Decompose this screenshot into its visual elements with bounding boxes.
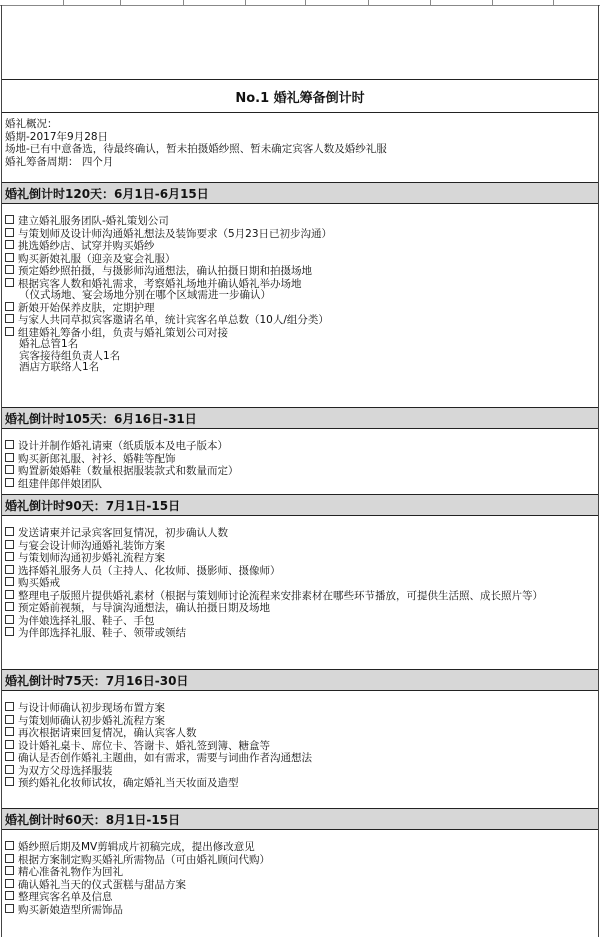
checkbox-icon[interactable]	[5, 253, 14, 262]
checklist-item[interactable]: 购买新娘礼服（迎亲及宴会礼服）	[5, 253, 595, 266]
page-title: No.1 婚礼筹备倒计时	[2, 79, 598, 113]
checklist-item[interactable]: 预定婚纱照拍摄，与摄影师沟通想法，确认拍摄日期和拍摄场地	[5, 265, 595, 278]
checklist-item[interactable]: 新娘开始保养皮肤，定期护理	[5, 302, 595, 315]
checkbox-icon[interactable]	[5, 278, 14, 287]
team-member: 酒店方联络人1名	[19, 361, 100, 373]
checklist-item[interactable]: 为伴郎选择礼服、鞋子、领带或领结	[5, 627, 595, 640]
checklist-item[interactable]: 为双方父母选择服装	[5, 765, 595, 778]
checklist-item[interactable]: 与策划师及设计师沟通婚礼想法及装饰要求（5月23日已初步沟通）	[5, 228, 595, 241]
item-note: （仪式场地、宴会场地分别在哪个区域需进一步确认）	[19, 289, 271, 301]
checkbox-icon[interactable]	[5, 565, 14, 574]
checklist-item[interactable]: 组建伴郎伴娘团队	[5, 478, 595, 491]
overview-date: 婚期-2017年9月28日	[5, 130, 109, 143]
checklist-item[interactable]: 购买婚戒	[5, 577, 595, 590]
section-header: 婚礼倒计时75天：7月16日-30日	[2, 669, 598, 691]
section-body	[2, 830, 598, 916]
checkbox-icon[interactable]	[5, 765, 14, 774]
checkbox-icon[interactable]	[5, 314, 14, 323]
checklist-item[interactable]: 根据方案制定购买婚礼所需物品（可由婚礼顾问代购）	[5, 854, 595, 867]
checklist-item[interactable]: 购置新娘婚鞋（数量根据服装款式和数量而定）	[5, 465, 595, 478]
checkbox-icon[interactable]	[5, 740, 14, 749]
section-body	[2, 204, 598, 374]
checkbox-icon[interactable]	[5, 552, 14, 561]
checklist-item[interactable]: 发送请柬并记录宾客回复情况，初步确认人数	[5, 527, 595, 540]
checkbox-icon[interactable]	[5, 215, 14, 224]
checklist-item[interactable]: 与宴会设计师沟通婚礼装饰方案	[5, 540, 595, 553]
checklist-item[interactable]: 建立婚礼服务团队-婚礼策划公司	[5, 215, 595, 228]
checklist-item[interactable]: 与策划师沟通初步婚礼流程方案	[5, 552, 595, 565]
checklist-item[interactable]: 确认婚礼当天的仪式蛋糕与甜品方案	[5, 879, 595, 892]
section-90-days	[2, 494, 598, 640]
wedding-overview	[2, 112, 598, 182]
checkbox-icon[interactable]	[5, 302, 14, 311]
checklist-item[interactable]: 与设计师确认初步现场布置方案	[5, 702, 595, 715]
checklist-item[interactable]: 确认是否创作婚礼主题曲，如有需求，需要与词曲作者沟通想法	[5, 752, 595, 765]
blank-header-area	[2, 5, 598, 79]
checklist-item[interactable]: 设计婚礼桌卡、席位卡、答谢卡、婚礼签到簿、糖盒等	[5, 740, 595, 753]
checklist-item[interactable]: 选择婚礼服务人员（主持人、化妆师、摄影师、摄像师）	[5, 565, 595, 578]
section-body	[2, 429, 598, 490]
checklist-item[interactable]: 挑选婚纱店、试穿并购买婚纱	[5, 240, 595, 253]
checkbox-icon[interactable]	[5, 440, 14, 449]
checkbox-icon[interactable]	[5, 752, 14, 761]
checklist-item[interactable]: 整理宾客名单及信息	[5, 891, 595, 904]
section-header: 婚礼倒计时90天：7月1日-15日	[2, 494, 598, 516]
checkbox-icon[interactable]	[5, 465, 14, 474]
team-member: 婚礼总管1名	[19, 338, 79, 350]
team-member: 宾客接待组负责人1名	[19, 349, 121, 362]
overview-venue: 场地-已有中意备选，待最终确认，暂未拍摄婚纱照、暂未确定宾客人数及婚纱礼服	[5, 143, 387, 155]
checklist-item[interactable]: 预约婚礼化妆师试妆，确定婚礼当天妆面及造型	[5, 777, 595, 790]
section-body	[2, 691, 598, 790]
checkbox-icon[interactable]	[5, 866, 14, 875]
checkbox-icon[interactable]	[5, 590, 14, 599]
overview-period: 婚礼筹备周期： 四个月	[5, 155, 114, 168]
checklist-item[interactable]: 设计并制作婚礼请柬（纸质版本及电子版本）	[5, 440, 595, 453]
checkbox-icon[interactable]	[5, 727, 14, 736]
checklist-item[interactable]: 购买新郎礼服、衬衫、婚鞋等配饰	[5, 453, 595, 466]
checkbox-icon[interactable]	[5, 577, 14, 586]
checkbox-icon[interactable]	[5, 627, 14, 636]
checkbox-icon[interactable]	[5, 841, 14, 850]
checklist-item[interactable]: 购买新娘造型所需饰品	[5, 904, 595, 917]
checklist-item[interactable]: 精心准备礼物作为回礼	[5, 866, 595, 879]
overview-label: 婚礼概况：	[5, 118, 58, 130]
document-frame	[1, 5, 599, 937]
checkbox-icon[interactable]	[5, 240, 14, 249]
checkbox-icon[interactable]	[5, 527, 14, 536]
checkbox-icon[interactable]	[5, 904, 14, 913]
checklist-item[interactable]: 与家人共同草拟宾客邀请名单，统计宾客名单总数（10人/组分类）	[5, 314, 595, 327]
checkbox-icon[interactable]	[5, 777, 14, 786]
section-75-days	[2, 669, 598, 790]
checkbox-icon[interactable]	[5, 327, 14, 336]
checkbox-icon[interactable]	[5, 879, 14, 888]
checklist-item[interactable]: 为伴娘选择礼服、鞋子、手包	[5, 615, 595, 628]
checklist-item[interactable]: 预定婚前视频，与导演沟通想法，确认拍摄日期及场地	[5, 602, 595, 615]
checklist-item[interactable]: 根据宾客人数和婚礼需求，考察婚礼场地并确认婚礼举办场地	[5, 278, 595, 291]
checkbox-icon[interactable]	[5, 854, 14, 863]
checkbox-icon[interactable]	[5, 702, 14, 711]
checklist-item[interactable]: 整理电子版照片提供婚礼素材（根据与策划师讨论流程来安排素材在哪些环节播放，可提供生活照、成长照片等）	[5, 590, 595, 603]
checkbox-icon[interactable]	[5, 715, 14, 724]
checkbox-icon[interactable]	[5, 453, 14, 462]
section-60-days	[2, 808, 598, 916]
section-105-days	[2, 407, 598, 490]
checkbox-icon[interactable]	[5, 891, 14, 900]
section-body	[2, 516, 598, 640]
checkbox-icon[interactable]	[5, 540, 14, 549]
section-120-days	[2, 182, 598, 374]
checkbox-icon[interactable]	[5, 228, 14, 237]
section-header: 婚礼倒计时120天：6月1日-6月15日	[2, 182, 598, 204]
checkbox-icon[interactable]	[5, 615, 14, 624]
checklist-item[interactable]: 与策划师确认初步婚礼流程方案	[5, 715, 595, 728]
checkbox-icon[interactable]	[5, 602, 14, 611]
section-header: 婚礼倒计时60天：8月1日-15日	[2, 808, 598, 830]
checklist-item[interactable]: 组建婚礼筹备小组，负责与婚礼策划公司对接	[5, 327, 595, 340]
checkbox-icon[interactable]	[5, 265, 14, 274]
checklist-item[interactable]: 再次根据请柬回复情况，确认宾客人数	[5, 727, 595, 740]
checklist-item[interactable]: 婚纱照后期及MV剪辑成片初稿完成，提出修改意见	[5, 841, 595, 854]
section-header: 婚礼倒计时105天：6月16日-31日	[2, 407, 598, 429]
checkbox-icon[interactable]	[5, 478, 14, 487]
